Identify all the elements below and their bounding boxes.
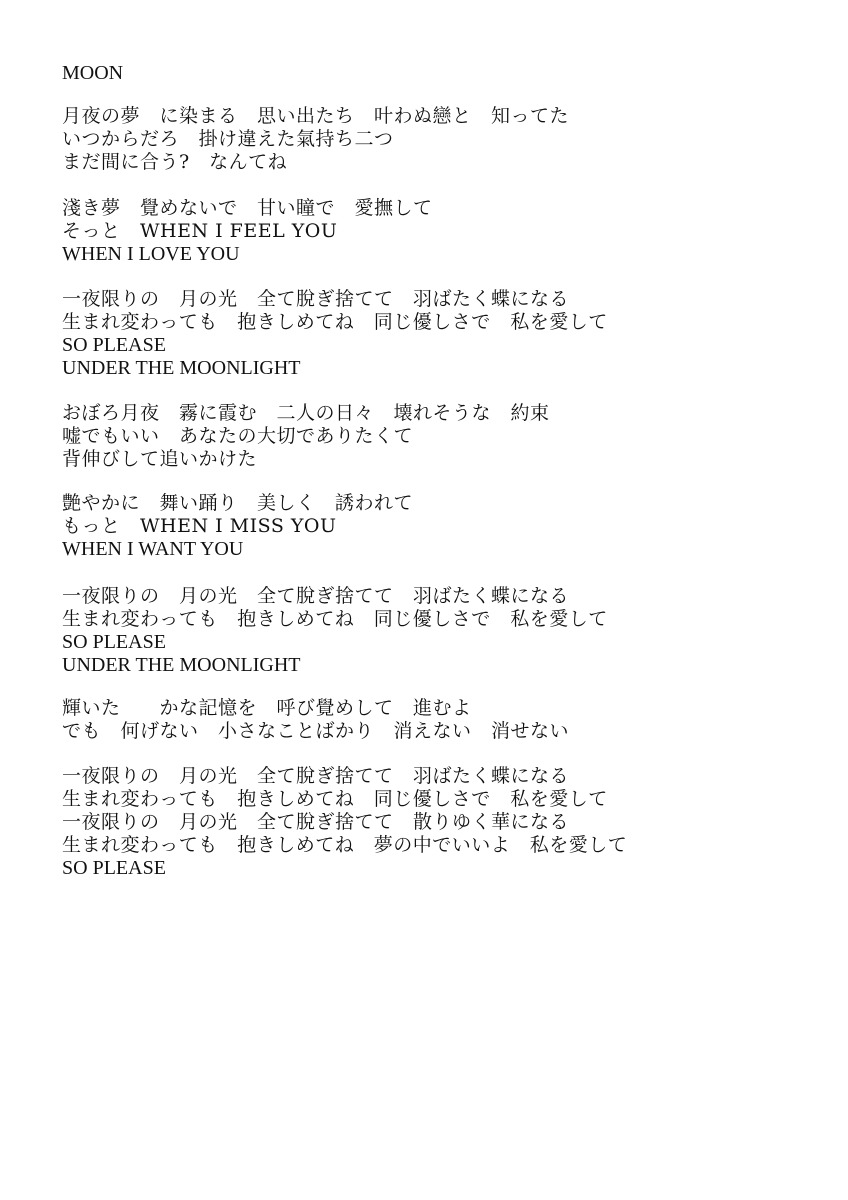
lyric-line: 生まれ変わっても 抱きしめてね 同じ優しさで 私を愛して (62, 311, 608, 333)
lyric-line: いつからだろ 掛け違えた氣持ち二つ (62, 128, 394, 150)
stanza-7 (62, 697, 569, 743)
stanza-5 (62, 492, 413, 561)
lyric-line: 生まれ変わっても 抱きしめてね 同じ優しさで 私を愛して (62, 608, 608, 630)
lyric-line: SO PLEASE (62, 631, 166, 653)
lyric-line: もっと WHEN I MISS YOU (62, 515, 337, 537)
lyric-line: そっと WHEN I FEEL YOU (62, 220, 338, 242)
lyric-line: 淺き夢 覺めないで 甘い瞳で 愛撫して (62, 197, 433, 219)
lyric-line: 一夜限りの 月の光 全て脫ぎ捨てて 散りゆく華になる (62, 811, 570, 833)
lyric-line: 一夜限りの 月の光 全て脫ぎ捨てて 羽ばたく蝶になる (62, 288, 570, 310)
lyric-line: WHEN I LOVE YOU (62, 243, 240, 265)
lyric-line: 艶やかに 舞い踊り 美しく 誘われて (62, 492, 414, 514)
lyric-line: 生まれ変わっても 抱きしめてね 同じ優しさで 私を愛して (62, 788, 608, 810)
lyric-line: 一夜限りの 月の光 全て脫ぎ捨てて 羽ばたく蝶になる (62, 585, 570, 607)
lyric-line: まだ間に合う? なんてね (62, 151, 288, 173)
stanza-2 (62, 197, 433, 266)
lyric-line: UNDER THE MOONLIGHT (62, 654, 301, 676)
lyric-line: 一夜限りの 月の光 全て脫ぎ捨てて 羽ばたく蝶になる (62, 765, 570, 787)
lyric-line: でも 何げない 小さなことばかり 消えない 消せない (62, 720, 570, 742)
stanza-1 (62, 105, 569, 174)
lyric-line: 月夜の夢 に染まる 思い出たち 叶わぬ戀と 知ってた (62, 105, 570, 127)
stanza-4 (62, 402, 550, 471)
lyric-line: 背伸びして追いかけた (62, 448, 258, 470)
lyric-line: UNDER THE MOONLIGHT (62, 357, 301, 379)
lyric-line: おぼろ月夜 霧に霞む 二人の日々 壊れそうな 約束 (62, 402, 550, 424)
stanza-8 (62, 765, 627, 880)
stanza-6 (62, 585, 608, 677)
lyric-line: 輝いた かな記憶を 呼び覺めして 進むよ (62, 697, 472, 719)
stanza-3 (62, 288, 608, 380)
lyric-line: 嘘でもいい あなたの大切でありたくて (62, 425, 414, 447)
lyric-line: 生まれ変わっても 抱きしめてね 夢の中でいいよ 私を愛して (62, 834, 628, 856)
document-title: MOON (62, 62, 124, 84)
lyric-line: SO PLEASE (62, 857, 166, 879)
lyric-line: SO PLEASE (62, 334, 166, 356)
lyric-line: WHEN I WANT YOU (62, 538, 244, 560)
